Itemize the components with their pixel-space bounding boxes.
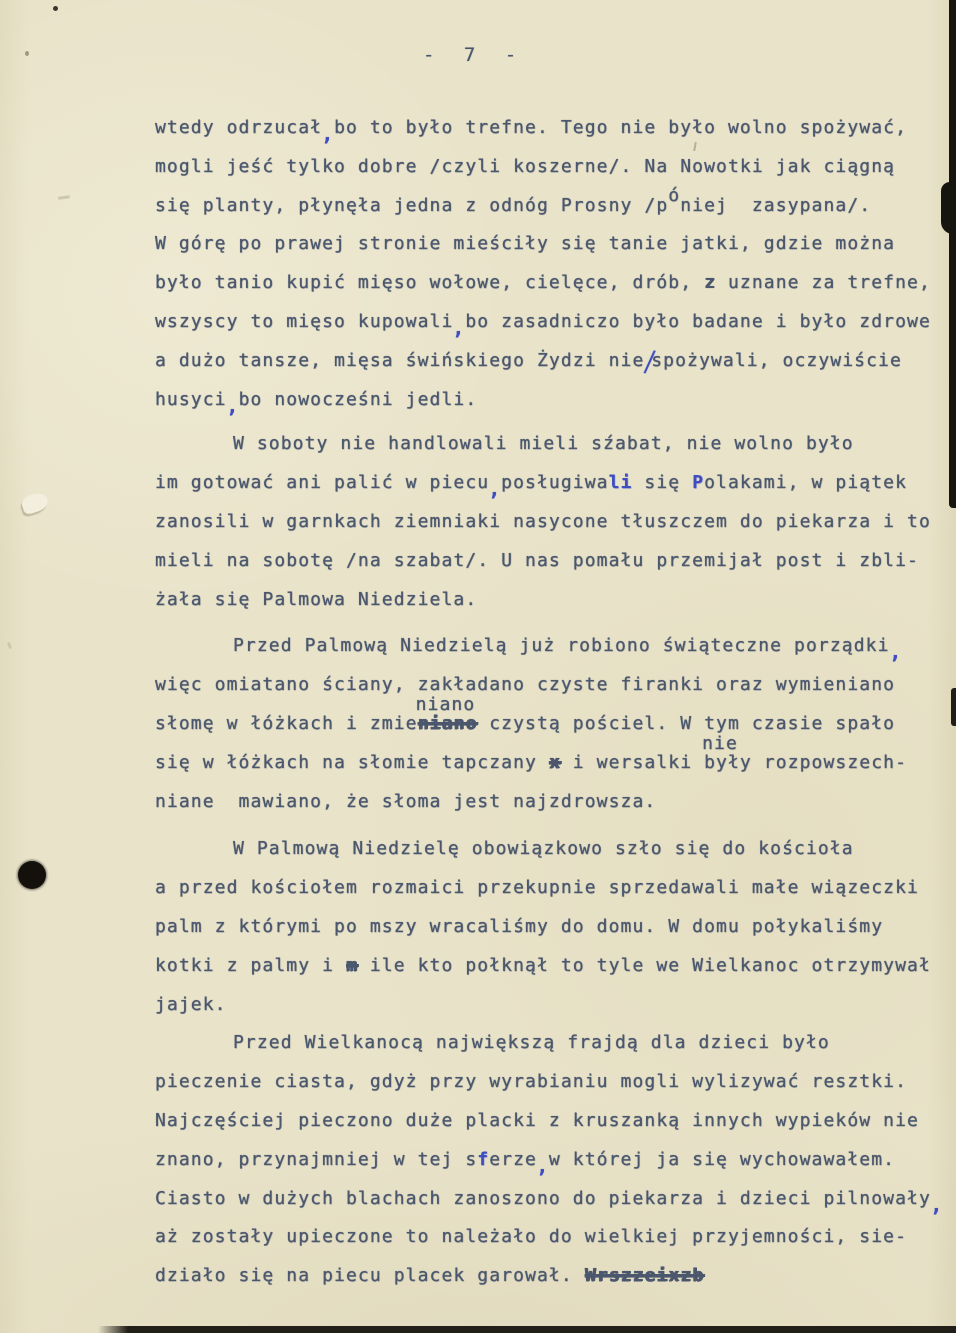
typed-line — [155, 425, 955, 464]
pen-comma: , — [488, 477, 503, 502]
typed-line — [155, 109, 955, 148]
typed-text: niane mawiano, że słoma jest najzdrowsza. — [155, 790, 657, 812]
body-text — [155, 109, 955, 1296]
typed-superscript: ó — [668, 184, 681, 206]
typed-text: czystą pościel. W tym czasie spało — [477, 712, 896, 734]
typed-line — [155, 1063, 955, 1102]
typed-insertion-above: niano — [415, 693, 476, 715]
right-edge-shadow — [949, 0, 956, 508]
typed-line — [155, 869, 955, 908]
typed-text: mieli na sobotę /na szabat/. U nas pomału przemijał post i zbli- — [155, 549, 919, 571]
typed-text: im gotować ani palić w piecu — [155, 472, 490, 494]
typed-text: Przed Wielkanocą największą frajdą dla dzieci było — [233, 1032, 830, 1054]
typed-text: zanosili w garnkach ziemniaki nasycone tłuszczem do piekarza i to — [155, 510, 931, 532]
page-number: - 7 - — [423, 44, 519, 66]
typed-line — [155, 1257, 955, 1296]
typed-text: Przed Palmową Niedzielą już robiono świąteczne porządki — [233, 635, 890, 657]
correction-group — [415, 693, 478, 744]
typed-text: były — [704, 751, 752, 773]
typed-text: aż zostały upieczone to należało do wielkiej przyjemności, sie- — [155, 1226, 908, 1248]
typed-line — [155, 184, 955, 226]
overtyped-strikeout: x — [548, 751, 561, 773]
typed-text: więc omiatano ściany, zakładano czyste firanki oraz wymieniano — [155, 674, 896, 696]
typed-text: wtedy odrzucał — [155, 117, 323, 138]
overtyped-strikeout: m — [346, 954, 358, 976]
typed-line — [155, 464, 955, 503]
typed-text: słomę w łóżkach i zmie — [155, 712, 418, 734]
paper-speck — [7, 642, 12, 650]
typed-text: żała się Palmowa Niedziela. — [155, 588, 478, 610]
typed-line — [155, 986, 955, 1025]
typed-text: W Palmową Niedzielę obowiązkowo szło się do kościoła — [233, 838, 854, 860]
typed-text: W soboty nie handlowali mieli sźabat, nie wolno było — [233, 433, 854, 455]
pen-comma: , — [225, 393, 240, 419]
typed-text: Ciasto w dużych blachach zanoszono do piekarza i dzieci pilnowały — [155, 1187, 931, 1209]
typed-text: było tanio kupić mięso wołowe, cielęce, drób, — [155, 272, 705, 294]
overtyped-strikeout: Wrszzeixzb — [584, 1265, 705, 1287]
paragraph — [155, 109, 955, 419]
typed-text: kotki z palmy i — [155, 954, 346, 976]
typed-line — [155, 1024, 955, 1063]
pen-comma: , — [930, 1192, 944, 1217]
pen-correction: li — [608, 472, 633, 494]
typed-line — [155, 908, 955, 947]
paper-blemish — [20, 490, 50, 515]
typed-text: uznane za trefne, — [716, 272, 931, 294]
typed-text: rozpowszech- — [751, 751, 908, 773]
ink-blot-dot — [18, 861, 46, 889]
paragraph — [155, 1024, 955, 1296]
typed-line — [155, 947, 955, 986]
typed-text: mogli jeść tylko dobre /czyli koszerne/. Na Nowotki jak ciągną — [155, 155, 896, 177]
paragraph — [155, 627, 955, 821]
typed-text: działo się na piecu placek garował. — [155, 1265, 585, 1287]
typed-line — [155, 666, 955, 705]
typed-line — [155, 581, 955, 620]
typed-line — [155, 381, 955, 420]
pen-comma: , — [321, 122, 335, 147]
typed-line — [155, 542, 955, 581]
typed-line — [155, 148, 955, 187]
typed-text: Najczęściej pieczono duże placki z kruszanką innych wypieków nie — [155, 1109, 919, 1131]
typed-text: się — [632, 472, 693, 494]
typed-text: pieczenie ciasta, gdyż przy wyrabianiu mogli wylizywać resztki. — [155, 1071, 908, 1093]
typed-text: a dużo tansze, mięsa świńskiego Żydzi nie — [155, 349, 645, 371]
typed-text: w której ja się wychowawałem. — [548, 1148, 896, 1170]
typed-text: wszyscy to mięso kupowali — [155, 310, 454, 332]
typed-text: bo nowocześni jedli. — [238, 388, 478, 410]
pen-correction: f — [477, 1148, 490, 1170]
typed-text: olakami, w piątek — [704, 472, 908, 494]
typed-line — [155, 342, 955, 381]
typed-line — [155, 503, 955, 542]
typed-text: husyci — [155, 388, 227, 410]
paper-speck — [53, 6, 58, 11]
pen-correction: P — [692, 472, 705, 494]
pen-comma: , — [888, 640, 903, 665]
typed-line — [155, 1102, 955, 1141]
typed-line — [155, 225, 955, 264]
overtyped-strikeout: niano — [417, 712, 478, 734]
pen-comma: , — [452, 316, 467, 341]
typed-text: ile kto połknął to tyle we Wielkanoc otrzymywał — [357, 954, 931, 976]
typed-text: posługiwa — [501, 472, 609, 494]
pencil-smudge — [58, 195, 70, 200]
typed-line — [155, 732, 955, 783]
typed-insertion-above: nie — [702, 732, 738, 754]
paragraph — [155, 425, 955, 619]
right-edge-nub — [951, 688, 956, 726]
typed-line — [155, 830, 955, 869]
typed-text: W górę po prawej stronie mieściły się tanie jatki, gdzie można — [155, 233, 896, 255]
right-edge-shadow-bump — [941, 182, 956, 234]
typed-text: niej zasypana/. — [680, 194, 872, 216]
typed-text: palm z którymi po mszy wracaliśmy do domu. W domu połykaliśmy — [155, 915, 884, 937]
typed-line — [155, 264, 955, 303]
pen-comma: , — [536, 1154, 550, 1179]
typed-line — [155, 627, 955, 666]
typed-text: a przed kościołem rozmaici przekupnie sprzedawali małe wiązeczki — [155, 877, 919, 899]
correction-group — [702, 732, 752, 783]
pen-insertion-mark: / — [642, 344, 659, 380]
overtyped-letter: z — [704, 272, 717, 294]
typed-text: i wersalki — [560, 751, 705, 773]
typed-text: erze — [489, 1148, 537, 1170]
typed-text: znano, przynajmniej w tej s — [155, 1148, 478, 1170]
paper-speck — [25, 51, 29, 56]
typed-text: się planty, płynęła jedna z odnóg Prosny /p — [155, 194, 669, 216]
typed-text: bo to było trefne. Tego nie było wolno spożywać, — [334, 117, 908, 138]
typed-text: bo zasadniczo było badane i było zdrowe — [465, 310, 931, 332]
typed-line — [155, 1141, 955, 1180]
typed-line — [155, 1180, 955, 1219]
typed-text: się w łóżkach na słomie tapczany — [155, 751, 549, 773]
typed-line — [155, 783, 955, 822]
paragraph — [155, 830, 955, 1024]
typed-line — [155, 1218, 955, 1257]
typed-line — [155, 693, 955, 744]
typed-line — [155, 303, 955, 342]
typed-text: spożywali, oczywiście — [651, 349, 902, 371]
typed-text: jajek. — [155, 993, 227, 1015]
bottom-edge-shadow — [98, 1326, 956, 1333]
